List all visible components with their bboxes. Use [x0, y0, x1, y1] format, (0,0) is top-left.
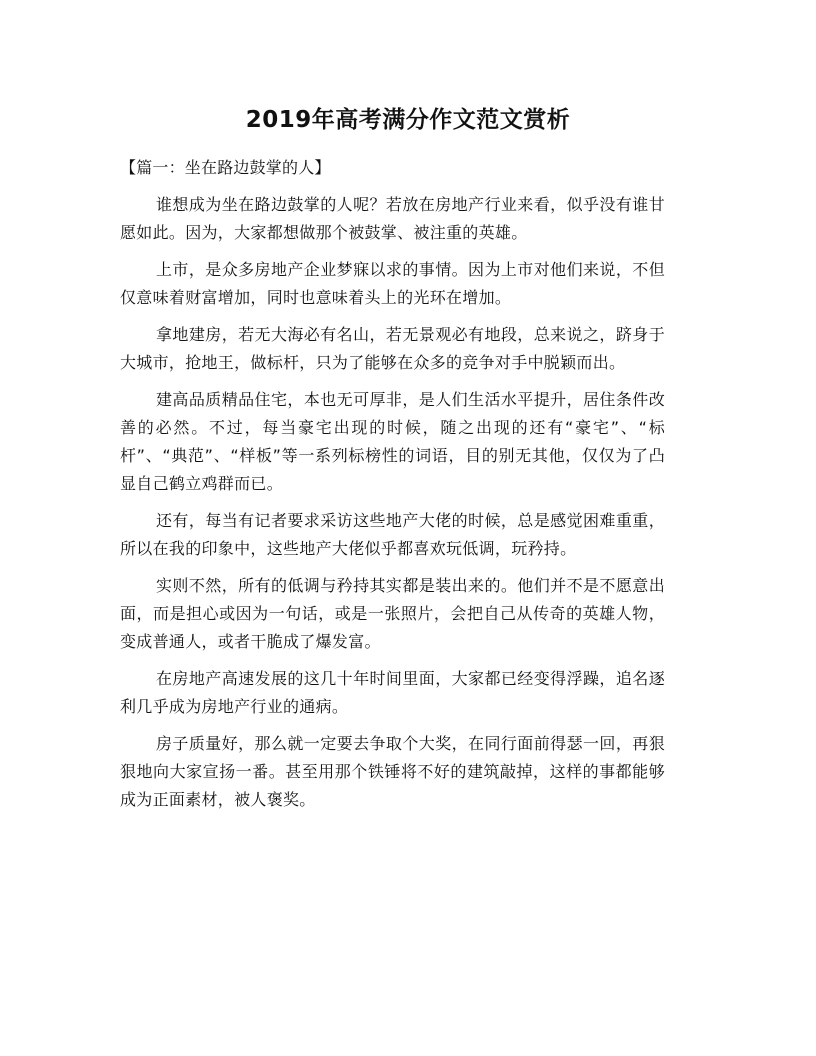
paragraph: 建高品质精品住宅，本也无可厚非，是人们生活水平提升，居住条件改善的必然。不过，每当豪宅出现的时候，随之出现的还有“豪宅”、“标杆”、“典范”、“样板”等一系列标榜性的词语，目的别无其他，仅仅为了凸显自己鹤立鸡群而已。 — [120, 390, 665, 493]
paragraph: 上市，是众多房地产企业梦寐以求的事情。因为上市对他们来说，不但仅意味着财富增加，同时也意味着头上的光环在增加。 — [120, 260, 665, 307]
paragraph: 还有，每当有记者要求采访这些地产大佬的时候，总是感觉困难重重，所以在我的印象中，这些地产大佬似乎都喜欢玩低调，玩矜持。 — [120, 511, 665, 558]
document-title: 2019年高考满分作文范文赏析 — [245, 107, 571, 133]
paragraph: 在房地产高速发展的这几十年时间里面，大家都已经变得浮躁，追名逐利几乎成为房地产行业的通病。 — [120, 669, 665, 716]
paragraph: 房子质量好，那么就一定要去争取个大奖，在同行面前得瑟一回，再狠狠地向大家宣扬一番。甚至用那个铁锤将不好的建筑敲掉，这样的事都能够成为正面素材，被人褒奖。 — [120, 734, 665, 809]
document-body — [120, 154, 665, 823]
paragraph: 拿地建房，若无大海必有名山，若无景观必有地段，总来说之，跻身于大城市，抢地王，做标杆，只为了能够在众多的竞争对手中脱颖而出。 — [120, 325, 665, 372]
paragraph: 实则不然，所有的低调与矜持其实都是装出来的。他们并不是不愿意出面，而是担心或因为一句话，或是一张照片，会把自己从传奇的英雄人物，变成普通人，或者干脆成了爆发富。 — [120, 576, 665, 651]
paragraph: 谁想成为坐在路边鼓掌的人呢？若放在房地产行业来看，似乎没有谁甘愿如此。因为，大家都想做那个被鼓掌、被注重的英雄。 — [120, 195, 665, 242]
section-heading: 【篇一：坐在路边鼓掌的人】 — [120, 158, 331, 177]
